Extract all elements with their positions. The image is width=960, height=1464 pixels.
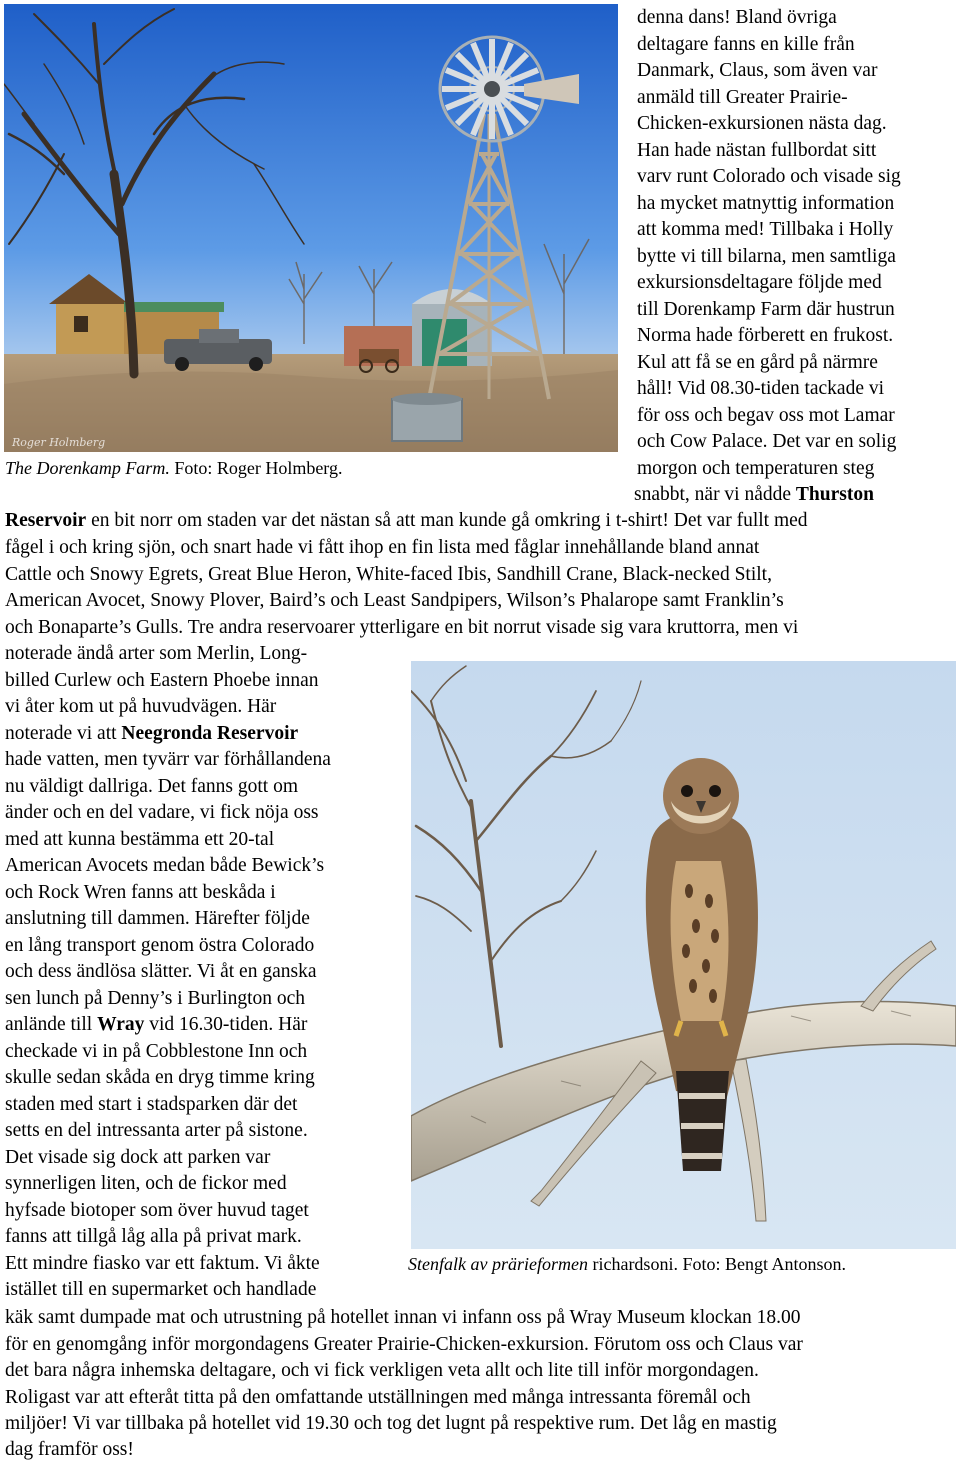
text-line: fanns att tillgå låg alla på privat mark. xyxy=(5,1226,302,1247)
text-line: miljöer! Vi var tillbaka på hotellet vid 19.30 och tog det lugnt på respektive rum. Det låg en mastig xyxy=(5,1413,777,1434)
text-line: synnerligen liten, och de fickor med xyxy=(5,1173,287,1194)
text-line: Cattle och Snowy Egrets, Great Blue Heron, White-faced Ibis, Sandhill Crane, Black-necked Stilt, xyxy=(5,563,772,585)
text-line: varv runt Colorado och visade sig xyxy=(637,166,901,187)
text-line: och Cow Palace. Det var en solig xyxy=(637,431,897,452)
text-line: för oss och begav oss mot Lamar xyxy=(637,404,895,426)
text-line: håll! Vid 08.30-tiden tackade vi xyxy=(637,378,885,399)
text-line: nu väldigt dallriga. Det fanns gott om xyxy=(5,775,298,797)
text-line: käk samt dumpade mat och utrustning på hotellet innan vi infann oss på Wray Museum klockan 18.00 xyxy=(5,1307,801,1328)
text-line: Kul att få se en gård på närmre xyxy=(637,351,878,373)
text-line: dag framför oss! xyxy=(5,1439,134,1460)
farm-photo-illustration xyxy=(4,4,618,452)
text-line: anmäld till Greater Prairie- xyxy=(637,86,848,108)
place-name: Neegronda Reservoir xyxy=(121,722,299,744)
text-line: och dess ändlösa slätter. Vi åt en ganska xyxy=(5,961,317,982)
text-line: checkade vi in på Cobblestone Inn och xyxy=(5,1040,308,1062)
text-line: Ett mindre fiasko var ett faktum. Vi åkte xyxy=(5,1252,320,1274)
text-line: anslutning till dammen. Härefter följde xyxy=(5,908,310,929)
text-line: deltagare fanns en kille från xyxy=(637,33,855,55)
text-line: staden med start i stadsparken där det xyxy=(5,1093,298,1115)
text-line: Han hade nästan fullbordat sitt xyxy=(637,139,877,161)
text-line: Norma hade förberett en frukost. xyxy=(637,325,894,346)
text-line: noterade ändå arter som Merlin, Long- xyxy=(5,643,308,664)
text-line: exkursionsdeltagare följde med xyxy=(637,272,882,293)
text-line: morgon och temperaturen steg xyxy=(637,457,875,479)
merlin-photo-illustration xyxy=(411,661,956,1249)
text-line: American Avocets medan både Bewick’s xyxy=(5,855,325,876)
text-line: sen lunch på Denny’s i Burlington och xyxy=(5,987,306,1009)
text-line: denna dans! Bland övriga xyxy=(637,7,837,28)
text-line: American Avocet, Snowy Plover, Baird’s och Least Sandpipers, Wilson’s Phalarope samt Franklin’s xyxy=(5,590,784,611)
place-name: Reservoir xyxy=(5,510,87,531)
merlin-photo-caption: Stenfalk av prärieformen richardsoni. Foto: Bengt Antonson. xyxy=(408,1254,846,1274)
farm-photo xyxy=(4,4,618,452)
text-line: hade vatten, men tyvärr var förhållandena xyxy=(5,749,331,770)
text-line: för en genomgång inför morgondagens Greater Prairie-Chicken-exkursion. Förutom oss och Claus var xyxy=(5,1333,803,1355)
text-line: Chicken-exkursionen nästa dag. xyxy=(637,113,887,134)
text-line: noterade vi att Neegronda Reservoir xyxy=(5,722,299,744)
text-line: snabbt, när vi nådde Thurston xyxy=(634,484,874,505)
place-name: Wray xyxy=(97,1014,145,1035)
place-name: Thurston xyxy=(795,484,874,505)
text-line: istället till en supermarket och handlade xyxy=(5,1279,317,1300)
photo-watermark: Roger Holmberg xyxy=(12,436,106,449)
text-line: bytte vi till bilarna, men samtliga xyxy=(637,245,896,267)
text-line: Roligast var att efteråt titta på den omfattande utställningen med många intressanta föremål och xyxy=(5,1386,751,1408)
text-line: fågel i och kring sjön, och snart hade vi fått ihop en fin lista med fåglar innehållande bland annat xyxy=(5,537,760,558)
farm-photo-caption: The Dorenkamp Farm. Foto: Roger Holmberg. xyxy=(5,458,343,478)
text-line: till Dorenkamp Farm där hustrun xyxy=(637,298,895,320)
text-line: hyfsade biotoper som över huvud taget xyxy=(5,1199,309,1221)
text-line: billed Curlew och Eastern Phoebe innan xyxy=(5,669,319,691)
text-line: och Bonaparte’s Gulls. Tre andra reservoarer ytterligare en bit norrut visade sig vara kruttorra, men vi xyxy=(5,616,799,638)
text-line: Reservoir en bit norr om staden var det nästan så att man kunde gå omkring i t-shirt! Det var fullt med xyxy=(5,510,808,531)
text-line: och Rock Wren fanns att beskåda i xyxy=(5,881,276,903)
text-line: det bara några inhemska deltagare, och vi fick verkligen veta allt och lite till inför morgondagen. xyxy=(5,1360,759,1381)
text-line: vi åter kom ut på huvudvägen. Här xyxy=(5,696,277,717)
text-line: Det visade sig dock att parken var xyxy=(5,1146,271,1168)
merlin-photo xyxy=(411,661,956,1249)
text-line: en lång transport genom östra Colorado xyxy=(5,934,315,956)
text-line: skulle sedan skåda en dryg timme kring xyxy=(5,1067,315,1088)
text-line: setts en del intressanta arter på sistone. xyxy=(5,1120,308,1141)
text-line: med att kunna bestämma ett 20-tal xyxy=(5,828,275,850)
text-line: att komma med! Tillbaka i Holly xyxy=(637,219,894,240)
text-line: ha mycket matnyttig information xyxy=(637,192,895,214)
text-line: änder och en del vadare, vi fick nöja oss xyxy=(5,802,319,823)
text-line: Danmark, Claus, som även var xyxy=(637,60,878,81)
text-line: anlände till Wray vid 16.30-tiden. Här xyxy=(5,1014,308,1035)
